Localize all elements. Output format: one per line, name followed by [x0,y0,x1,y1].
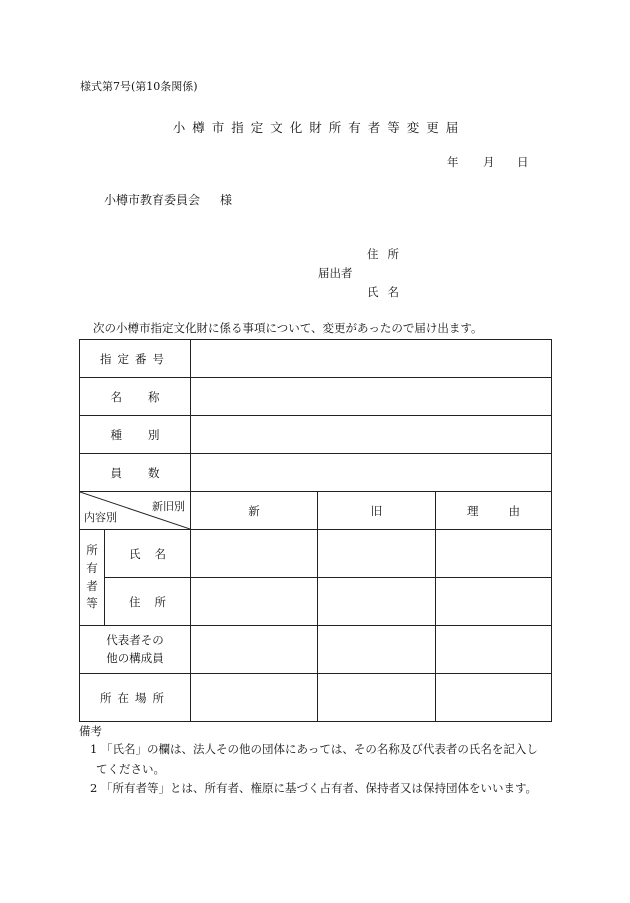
location-new-field[interactable] [191,674,318,722]
new-old-label: 新旧別 [152,500,185,513]
form-number: 様式第7号(第10条関係) [80,80,198,93]
note-1: 1 「氏名」の欄は、法人その他の団体にあっては、その名称及び代表者の氏名を記入し [90,742,538,756]
intro-text: 次の小樽市指定文化財に係る事項について、変更があったので届け出ます。 [93,321,483,335]
owner-name-reason-field[interactable] [436,530,552,578]
date-day: 日 [517,155,529,169]
date-month: 月 [483,155,495,169]
count-label [80,454,191,492]
owners-char-2: 有 [86,560,98,575]
type-label-text: 種別 [110,427,186,442]
applicant-address-label: 住所 [367,247,408,261]
owners-char-1: 所 [86,542,98,557]
type-field[interactable] [191,416,552,454]
owners-char-4: 等 [86,596,98,611]
owner-address-reason-field[interactable] [436,578,552,626]
owner-address-new-field[interactable] [191,578,318,626]
designation-number-field[interactable] [191,340,552,378]
name-field[interactable] [191,378,552,416]
location-reason-field[interactable] [436,674,552,722]
date-year: 年 [447,155,459,169]
name-label [80,378,191,416]
addressee-honorific: 様 [220,193,233,207]
representative-new-field[interactable] [191,626,318,674]
applicant-label: 届出者 [318,266,353,280]
owner-name-text: 氏名 [129,546,180,561]
type-label [80,416,191,454]
column-reason-header [436,492,552,530]
representative-line-2: 他の構成員 [106,650,164,665]
owner-name-new-field[interactable] [191,530,318,578]
content-label: 内容別 [84,511,117,524]
location-old-field[interactable] [318,674,436,722]
owner-name-label [105,530,191,578]
representative-old-field[interactable] [318,626,436,674]
document-title: 小樽市指定文化財所有者等変更届 [172,120,466,135]
owners-char-3: 者 [86,578,98,593]
representative-label [80,626,191,674]
column-new-header: 新 [191,492,318,530]
owner-address-text: 住所 [129,594,180,609]
representative-reason-field[interactable] [436,626,552,674]
applicant-name-label: 氏名 [367,285,408,299]
count-label-text: 員数 [110,465,186,480]
designation-number-label: 指定番号 [80,340,191,378]
owner-name-old-field[interactable] [318,530,436,578]
column-reason-text: 理由 [467,503,550,518]
owner-address-old-field[interactable] [318,578,436,626]
diagonal-header-cell [80,492,191,530]
representative-line-1: 代表者その [106,633,164,648]
owner-address-label [105,578,191,626]
change-form-table [79,339,552,722]
note-2: 2 「所有者等」とは、所有者、権原に基づく占有者、保持者又は保持団体をいいます。 [90,781,538,795]
name-label-text: 名称 [110,389,186,404]
column-old-header: 旧 [318,492,436,530]
owners-group-label [80,530,105,626]
location-label: 所在場所 [80,674,191,722]
count-field[interactable] [191,454,552,492]
note-1-continuation: てください。 [96,762,165,776]
notes-heading: 備考 [79,724,102,738]
addressee: 小樽市教育委員会 [104,193,201,207]
